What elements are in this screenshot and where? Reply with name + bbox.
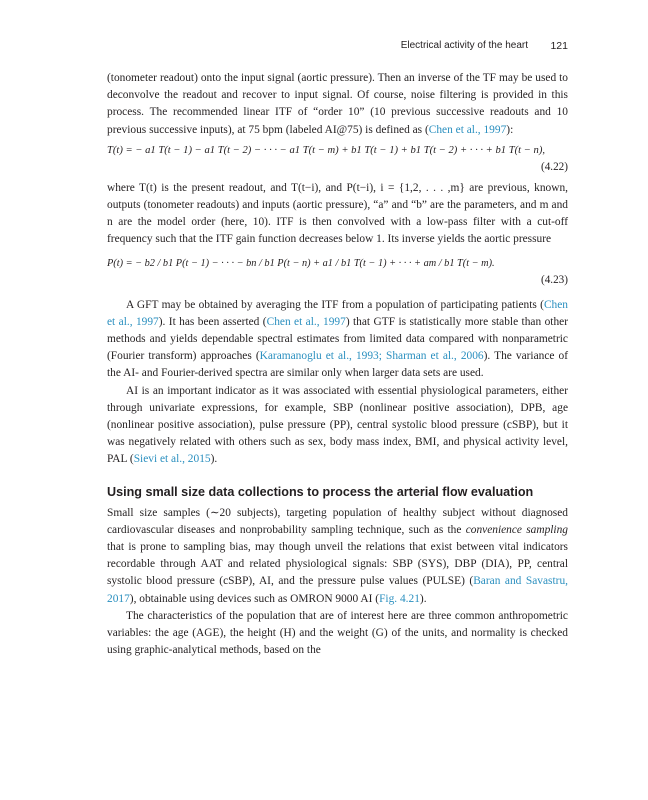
citation-link[interactable]: Chen et al., 1997 (428, 123, 507, 136)
paragraph-small-samples: Small size samples (∼20 subjects), targeting population of healthy subject without diagnosed cardiovascular diseases and nonprobability sampling technique, such as the convenience sampling that is prone to sampling bias, may though unveil the relations that exist between vital indicators recordable through AAT and related physiological signals: SBP (SYS), DBP (DIA), PP, central systolic blood pressure (cSBP), AI, and the pressure pulse values (PULSE) (Baran and Savastru, 2017), obtainable using devices such as OMRON 9000 AI (Fig. 4.21). (107, 506, 568, 605)
equation-number: (4.23) (540, 273, 568, 286)
equation-body: T(t) = − a1 T(t − 1) − a1 T(t − 2) − · · · − a1 T(t − m) + b1 T(t − 1) + b1 T(t − 2) + · · · + b1 T(t − n), (107, 144, 545, 156)
equation-4-22 (107, 142, 568, 176)
emphasis-term: convenience sampling (465, 523, 568, 536)
running-header (107, 36, 568, 54)
paragraph-population: The characteristics of the population that are of interest here are three common anthropometric variables: the age (AGE), the height (H) and the weight (G) of the units, and normality is checked using graphic-analytical methods, based on the (107, 609, 568, 657)
paragraph-itf-definition: where T(t) is the present readout, and T(t−i), and P(t−i), i = {1,2, . . . ,m} are previous, known, outputs (tonometer readouts) and inputs (aortic pressure), “a” and “b” are the parameters, and m and n are the model order (here, 10). ITF is then convolved with a low-pass filter with a cut-off frequency such that the ITF gain function decreases below 1. Its inverse yields the aortic pressure (107, 181, 568, 246)
figure-link[interactable]: Fig. 4.21 (379, 592, 420, 605)
equation-number: (4.22) (540, 160, 568, 173)
page-body (107, 70, 568, 659)
paragraph-gft: A GFT may be obtained by averaging the ITF from a population of participating patients (Chen et al., 1997). It has been asserted (Chen et al., 1997) that GTF is statistically more stable than other methods and yields dependable spectral estimates from limited data compared with nonparametric (Fourier transform) approaches (Karamanoglu et al., 1993; Sharman et al., 2006). The variance of the AI- and Fourier-derived spectra are similar only when larger data sets are used. (107, 298, 569, 380)
equation-body: P(t) = − b2 / b1 P(t − 1) − · · · − bn / b1 P(t − n) + a1 / b1 T(t − 1) + · · · + am / b1 T(t − m). (107, 257, 495, 269)
citation-link[interactable]: Karamanoglu et al., 1993; Sharman et al., 2006 (259, 350, 484, 363)
section-heading: Using small size data collections to process the arterial flow evaluation (107, 484, 534, 499)
citation-link[interactable]: Baran and Savastru, 2017 (107, 575, 568, 605)
paragraph-ai-indicator: AI is an important indicator as it was associated with essential physiological parameters, either through univariate expressions, for example, SBP (nonlinear positive association), DPB, age (nonlinear positive association), pulse pressure (PP), central systolic blood pressure (cSBP), but it was negatively related with others such as sex, body mass index, BMI, and physical activity level, PAL (Sievi et al., 2015). (107, 384, 568, 466)
citation-link[interactable]: Sievi et al., 2015 (133, 453, 211, 466)
citation-link[interactable]: Chen et al., 1997 (266, 315, 346, 328)
running-title: Electrical activity of the heart (400, 40, 528, 51)
citation-link[interactable]: Chen et al., 1997 (107, 298, 568, 328)
paragraph-tonometer: (tonometer readout) onto the input signal (aortic pressure). Then an inverse of the TF may be used to deconvolve the readout and recover to input signal. Of course, noise filtering is provided in this process. The recommended linear ITF of “order 10” (10 previous successive readouts and 10 previous successive inputs), at 75 bpm (labeled AI@75) is defined as (Chen et al., 1997): (107, 72, 568, 136)
page-number: 121 (550, 40, 568, 52)
equation-4-23 (107, 255, 568, 289)
